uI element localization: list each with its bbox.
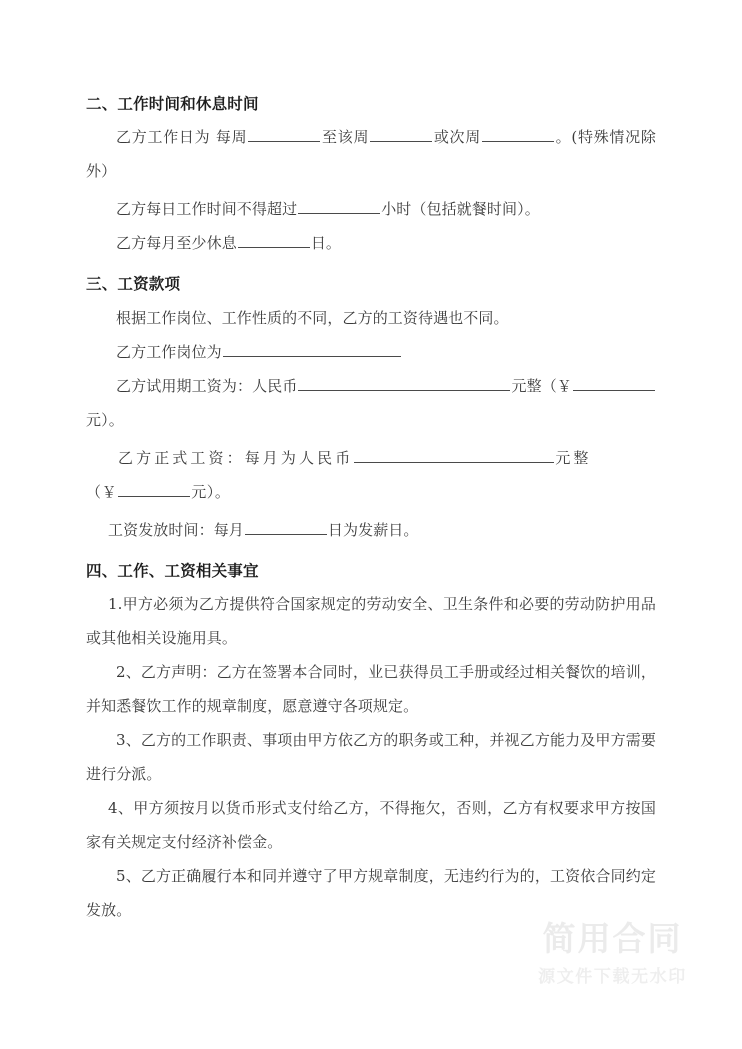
daily-hours-text-2: 小时（包括就餐时间）。 (381, 200, 540, 219)
paragraph-pay-date (86, 513, 656, 547)
daily-hours-text-1: 乙方每日工作时间不得超过 (116, 200, 298, 219)
pay-date-text-1: 工资发放时间：每月 (108, 520, 244, 539)
monthly-rest-blank[interactable] (238, 233, 310, 248)
formal-wage-blank-1[interactable] (354, 447, 554, 462)
list-item-5: 5、乙方正确履行本和同并遵守了甲方规章制度，无违约行为的，工资依合同约定发放。 (86, 866, 656, 919)
job-post-text-1: 乙方工作岗位为 (116, 342, 222, 361)
watermark-subtitle: 源文件下载无水印 (538, 966, 687, 987)
daily-hours-blank[interactable] (298, 199, 380, 214)
document-body (86, 92, 656, 927)
work-days-text-1: 乙方工作日为 每周 (116, 128, 248, 147)
list-item-1: 1.甲方必须为乙方提供符合国家规定的劳动安全、卫生条件和必要的劳动防护用品或其他相关设施用具。 (86, 594, 656, 647)
work-days-blank-1[interactable] (248, 127, 320, 142)
paragraph-wage-varies: 根据工作岗位、工作性质的不同，乙方的工资待遇也不同。 (116, 308, 509, 327)
formal-wage-text-3: （￥ (86, 482, 118, 501)
paragraph-work-days (86, 120, 656, 188)
work-days-text-3: 或次周 (433, 128, 482, 147)
formal-wage-text-2: 元整 (555, 448, 592, 467)
probation-wage-text-2: 元整（￥ (511, 376, 572, 395)
section-heading-three: 三、工资款项 (86, 274, 181, 294)
job-post-blank[interactable] (223, 341, 401, 356)
pay-date-text-2: 日为发薪日。 (327, 520, 419, 539)
probation-wage-text-1: 乙方试用期工资为：人民币 (116, 376, 298, 395)
paragraph-daily-hours (86, 192, 656, 226)
probation-wage-blank-2[interactable] (573, 375, 655, 390)
section-heading-four: 四、工作、工资相关事宜 (86, 560, 259, 580)
watermark (505, 919, 720, 987)
work-days-blank-3[interactable] (482, 127, 554, 142)
paragraph-formal-wage-line2 (86, 475, 656, 509)
formal-wage-text-1: 乙方正式工资：每月为人民币 (118, 448, 354, 467)
watermark-brand: 简用合同 (542, 919, 683, 958)
formal-wage-text-4: 元）。 (191, 482, 231, 501)
work-days-blank-2[interactable] (370, 127, 432, 142)
monthly-rest-text-2: 日。 (310, 234, 342, 253)
probation-wage-blank-1[interactable] (298, 375, 510, 390)
paragraph-formal-wage-line1 (86, 441, 656, 475)
list-item-3: 3、乙方的工作职责、事项由甲方依乙方的职务或工种，并视乙方能力及甲方需要进行分派。 (86, 730, 656, 783)
work-days-text-4: 。(特殊情况除外） (86, 128, 656, 181)
list-item-2: 2、乙方声明：乙方在签署本合同时，业已获得员工手册或经过相关餐饮的培训，并知悉餐饮工作的规章制度，愿意遵守各项规定。 (86, 662, 656, 715)
monthly-rest-text-1: 乙方每月至少休息 (116, 234, 237, 253)
pay-date-blank[interactable] (245, 519, 327, 534)
list-item-4: 4、甲方须按月以货币形式支付给乙方，不得拖欠，否则，乙方有权要求甲方按国家有关规定支付经济补偿金。 (86, 798, 656, 851)
work-days-text-2: 至该周 (321, 128, 370, 147)
probation-wage-text-3: 元）。 (86, 410, 124, 429)
paragraph-monthly-rest (86, 226, 656, 260)
paragraph-probation-wage (86, 369, 656, 437)
paragraph-job-post (86, 335, 656, 369)
formal-wage-blank-2[interactable] (118, 481, 190, 496)
section-heading-two: 二、工作时间和休息时间 (86, 94, 259, 113)
